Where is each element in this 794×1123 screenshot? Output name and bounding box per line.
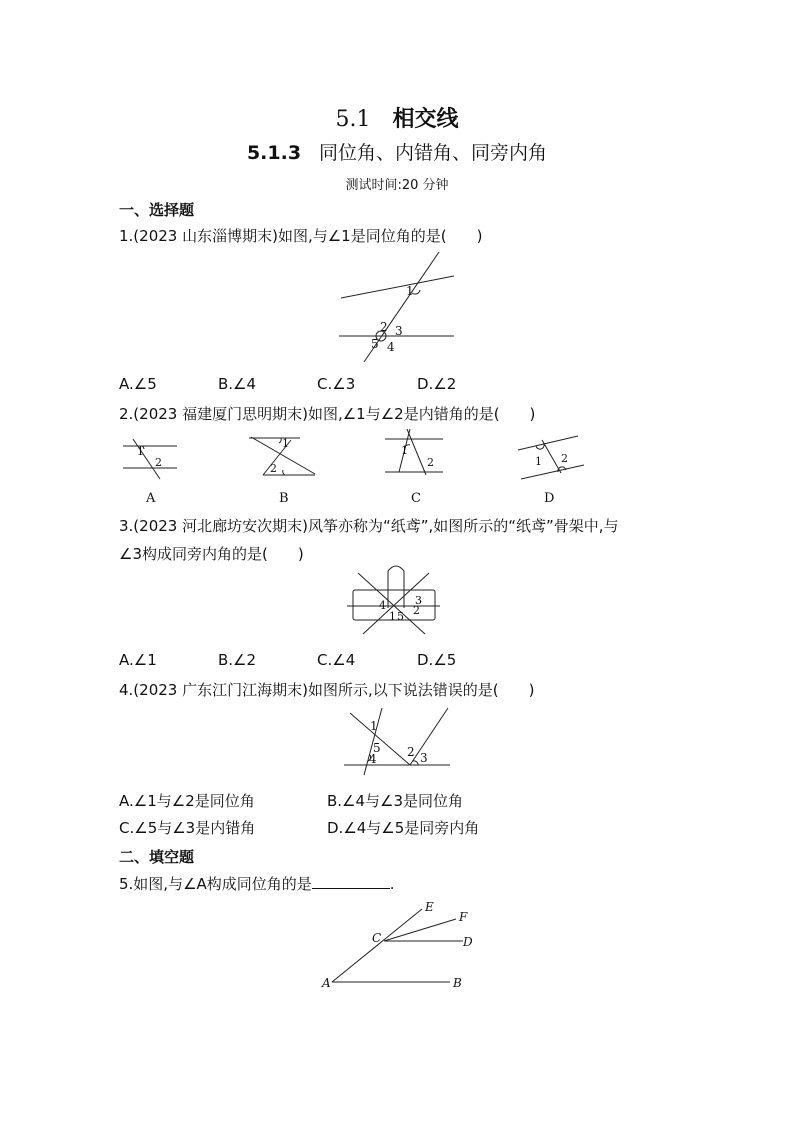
- q4-stem: 4.(2023 广东江门江海期末)如图所示,以下说法错误的是( ): [119, 681, 535, 699]
- q3-option-c[interactable]: C.∠4: [317, 651, 356, 669]
- q3-option-d[interactable]: D.∠5: [417, 651, 457, 669]
- q1-option-d[interactable]: D.∠2: [417, 375, 457, 393]
- q4-option-a[interactable]: A.∠1与∠2是同位角: [119, 792, 255, 810]
- q4-label-4: 4: [369, 752, 377, 766]
- q5-label-f: F: [459, 910, 468, 924]
- q1-option-a[interactable]: A.∠5: [119, 375, 157, 393]
- q1-option-c[interactable]: C.∠3: [317, 375, 356, 393]
- q4-figure: [340, 703, 455, 783]
- q1-label-2: 2: [380, 320, 388, 334]
- q3-option-a[interactable]: A.∠1: [119, 651, 157, 669]
- q1-figure: [330, 248, 460, 363]
- q2c-letter: C: [411, 491, 421, 506]
- q4-label-2: 2: [407, 745, 415, 759]
- part1-heading: 一、选择题: [119, 201, 195, 219]
- section-title: [0, 102, 794, 133]
- q3-label-5: 5: [397, 610, 404, 623]
- section-number: 5.1: [335, 107, 371, 132]
- q1-label-1: 1: [406, 284, 414, 298]
- q2-figure-b: [245, 435, 325, 507]
- q4-label-3: 3: [420, 751, 428, 765]
- q4-option-b[interactable]: B.∠4与∠3是同位角: [327, 792, 464, 810]
- test-time: 测试时间:20 分钟: [345, 178, 449, 193]
- section-name: 相交线: [392, 107, 459, 132]
- q3-label-2: 2: [413, 604, 420, 617]
- q3-stem-line1: 3.(2023 河北廊坊安次期末)风筝亦称为“纸鸢”,如图所示的“纸鸢”骨架中,与: [119, 517, 619, 535]
- q2-figure-d: [516, 432, 591, 507]
- q5-figure: [318, 898, 478, 993]
- q3-option-b[interactable]: B.∠2: [218, 651, 257, 669]
- q1-label-5: 5: [371, 337, 379, 351]
- q2a-label-2: 2: [155, 456, 162, 469]
- q3-stem-line2: ∠3构成同旁内角的是( ): [119, 545, 304, 563]
- part2-heading: 二、填空题: [119, 848, 195, 866]
- q4-option-d[interactable]: D.∠4与∠5是同旁内角: [327, 819, 480, 837]
- q3-label-1: 1: [389, 610, 396, 623]
- q4-label-1: 1: [370, 719, 378, 733]
- q5-label-a: A: [322, 976, 331, 990]
- q2a-letter: A: [146, 491, 156, 506]
- q1-label-4: 4: [387, 340, 395, 354]
- subsection-title: [0, 138, 794, 165]
- q1-option-b[interactable]: B.∠4: [218, 375, 257, 393]
- q4-label-5: 5: [373, 741, 381, 755]
- q2-figure-a: [120, 435, 190, 507]
- q5-label-b: B: [453, 976, 462, 990]
- q1-label-3: 3: [395, 324, 403, 338]
- subsection-name: 同位角、内错角、同旁内角: [319, 142, 548, 164]
- q3-label-3: 3: [415, 594, 422, 607]
- q5-stem-text: 5.如图,与∠A构成同位角的是: [119, 875, 312, 893]
- q5-label-e: E: [425, 900, 434, 914]
- q1-stem: 1.(2023 山东淄博期末)如图,与∠1是同位角的是( ): [119, 227, 483, 245]
- q5-label-c: C: [372, 931, 382, 945]
- q3-kite-figure: [345, 563, 445, 643]
- q5-label-d: D: [463, 935, 473, 949]
- q5-stem-end: .: [389, 875, 395, 893]
- q3-label-4: 4: [379, 599, 386, 612]
- q2-stem: 2.(2023 福建厦门思明期末)如图,∠1与∠2是内错角的是( ): [119, 405, 536, 423]
- q2c-label-2: 2: [427, 456, 434, 469]
- q5-answer-blank[interactable]: [312, 874, 390, 889]
- q2d-letter: D: [544, 491, 555, 506]
- q2b-label-2: 2: [270, 462, 277, 475]
- q2a-label-1: 1: [137, 445, 144, 458]
- subsection-number: 5.1.3: [246, 142, 302, 164]
- q2d-label-2: 2: [561, 452, 568, 465]
- q2b-label-1: 1: [282, 437, 289, 450]
- q2c-label-1: 1: [401, 444, 408, 457]
- q2-figure-c: [383, 427, 453, 507]
- q2d-label-1: 1: [535, 455, 542, 468]
- q4-option-c[interactable]: C.∠5与∠3是内错角: [119, 819, 256, 837]
- q2b-letter: B: [279, 491, 289, 506]
- q5-stem: [119, 873, 395, 894]
